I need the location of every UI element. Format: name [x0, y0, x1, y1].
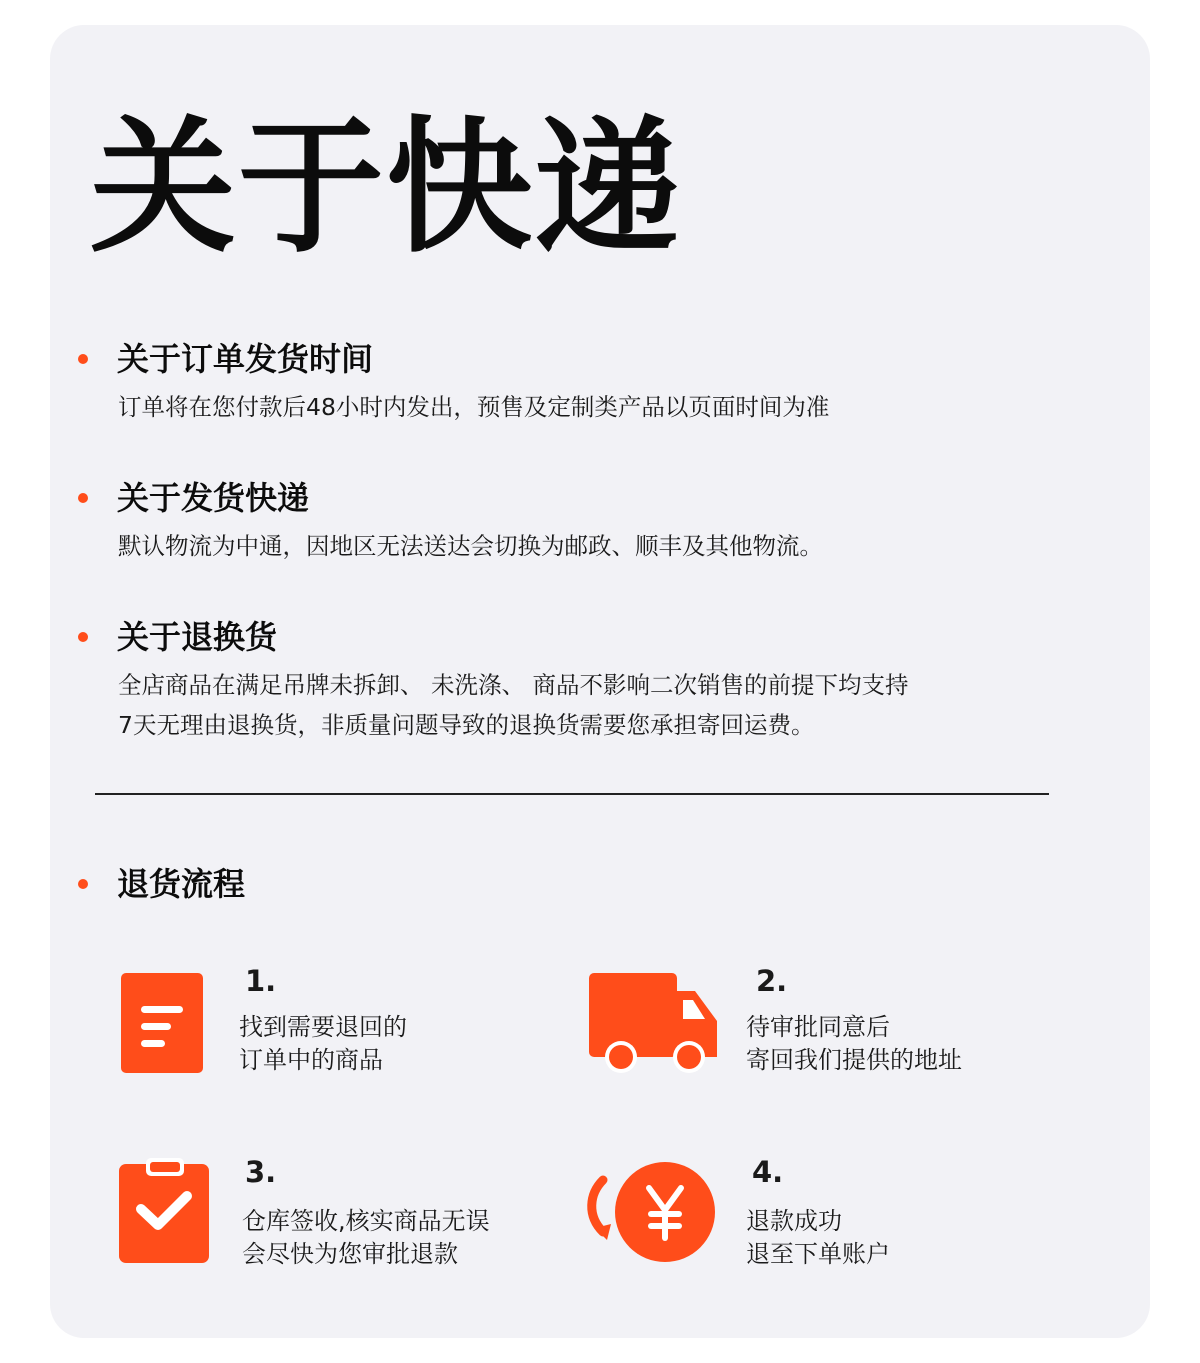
step-number: 3. [245, 1155, 277, 1189]
clipboard-check-icon [119, 1158, 211, 1270]
divider [95, 793, 1049, 795]
page-title: 关于快递 [90, 103, 682, 273]
section-title: 退货流程 [117, 865, 246, 903]
step-text-line: 订单中的商品 [239, 1046, 383, 1074]
truck-icon [589, 973, 719, 1089]
step-text-line: 退款成功 [746, 1207, 842, 1235]
section-body-line: 全店商品在满足吊牌未拆卸、 未洗涤、 商品不影响二次销售的前提下均支持 [118, 671, 909, 699]
process-step-4 [581, 1152, 1041, 1302]
step-number: 4. [752, 1155, 784, 1189]
step-number: 1. [245, 964, 277, 998]
bullet-dot [78, 632, 88, 642]
bullet-dot [78, 354, 88, 364]
process-step-3 [119, 1152, 579, 1302]
section-title: 关于订单发货时间 [117, 340, 374, 378]
step-text-line: 仓库签收,核实商品无误 [242, 1207, 490, 1235]
section-shipping-time [78, 337, 1078, 437]
section-body-line: 默认物流为中通，因地区无法送达会切换为邮政、顺丰及其他物流。 [118, 532, 823, 560]
bullet-dot [78, 879, 88, 889]
section-returns [78, 615, 1078, 755]
step-text-line: 寄回我们提供的地址 [746, 1046, 962, 1074]
section-title: 关于发货快递 [117, 479, 310, 517]
section-courier [78, 476, 1078, 576]
step-text-line: 退至下单账户 [746, 1240, 890, 1268]
yuan-refund-icon [581, 1152, 717, 1272]
process-step-1 [121, 961, 581, 1111]
section-body-line: 7天无理由退换货，非质量问题导致的退换货需要您承担寄回运费。 [118, 711, 815, 739]
process-step-2 [589, 961, 1049, 1111]
step-text-line: 待审批同意后 [746, 1013, 890, 1041]
bullet-dot [78, 493, 88, 503]
section-return-process [78, 862, 1078, 912]
document-icon [121, 973, 205, 1089]
step-number: 2. [756, 964, 788, 998]
step-text-line: 会尽快为您审批退款 [242, 1240, 458, 1268]
section-title: 关于退换货 [117, 618, 278, 656]
section-body-line: 订单将在您付款后48小时内发出，预售及定制类产品以页面时间为准 [118, 393, 830, 421]
step-text-line: 找到需要退回的 [239, 1013, 407, 1041]
